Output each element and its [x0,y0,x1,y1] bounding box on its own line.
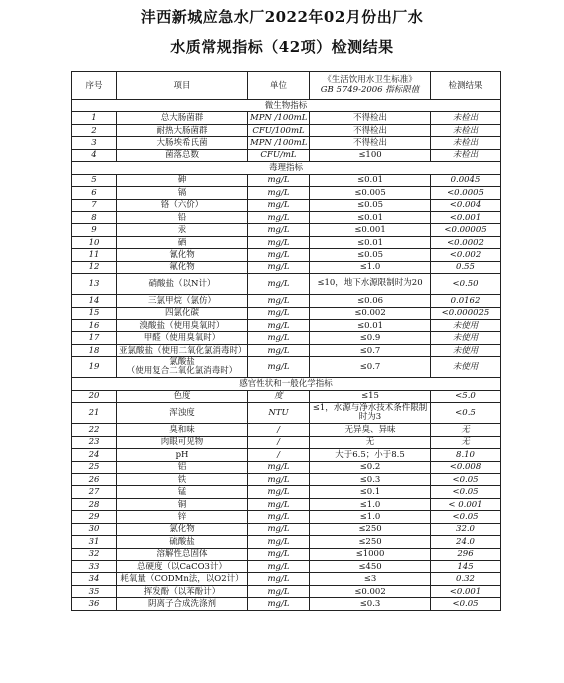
row-item: 铁 [117,473,248,485]
row-unit: mg/L [248,511,310,523]
section-row-s2 [72,162,501,174]
row-number: 21 [72,403,117,424]
header-item: 项目 [117,72,248,100]
table-row [72,523,501,535]
table-row [72,199,501,211]
row-limit: ≤3 [310,573,431,585]
section-title: 感官性状和一般化学指标 [72,378,501,390]
water-quality-table [71,71,501,611]
row-item: 砷 [117,174,248,186]
row-limit: ≤0.01 [310,211,431,223]
table-row [72,424,501,436]
table-row [72,211,501,223]
row-item: 耐热大肠菌群 [117,124,248,136]
row-unit: mg/L [248,261,310,273]
table-row [72,585,501,597]
row-result: <0.0002 [431,236,501,248]
table-row [72,295,501,307]
row-result: 0.0162 [431,295,501,307]
row-result: <0.05 [431,598,501,610]
row-number: 28 [72,498,117,510]
table-row [72,112,501,124]
row-unit: mg/L [248,249,310,261]
row-result: <0.002 [431,249,501,261]
row-number: 2 [72,124,117,136]
row-number: 16 [72,320,117,332]
header-limit-line2: GB 5749-2006 指标限值 [320,84,420,95]
table-row [72,224,501,236]
row-item: 溶解性总固体 [117,548,248,560]
row-limit: ≤0.005 [310,187,431,199]
table-row [72,344,501,356]
row-result: 0.32 [431,573,501,585]
row-number: 33 [72,561,117,573]
report-title-line2: 水质常规指标（42项）检测结果 [170,38,394,56]
table-row [72,307,501,319]
row-number: 34 [72,573,117,585]
row-limit: 不得检出 [310,112,431,124]
row-item: 菌落总数 [117,149,248,161]
table-row [72,124,501,136]
row-number: 17 [72,332,117,344]
table-row [72,320,501,332]
row-number: 6 [72,187,117,199]
row-item: 硝酸盐（以N计） [117,274,248,295]
row-result: <0.004 [431,199,501,211]
header-limit-line1: 《生活饮用水卫生标准》 [323,75,417,85]
row-number: 19 [72,357,117,378]
row-result: 未使用 [431,344,501,356]
row-item: 铝 [117,461,248,473]
row-unit: mg/L [248,573,310,585]
row-number: 18 [72,344,117,356]
section-title: 毒理指标 [72,162,501,174]
row-item: 大肠埃希氏菌 [117,137,248,149]
section-title: 微生物指标 [72,100,501,112]
row-limit: ≤0.01 [310,174,431,186]
row-unit: mg/L [248,199,310,211]
report-title-line1: 沣西新城应急水厂2022年02月份出厂水 [140,8,424,26]
row-limit: ≤0.7 [310,357,431,378]
row-unit: mg/L [248,307,310,319]
table-row [72,149,501,161]
table-row [72,598,501,610]
row-result: <0.05 [431,473,501,485]
row-limit: ≤0.01 [310,236,431,248]
table-row [72,357,501,378]
row-item: 总大肠菌群 [117,112,248,124]
table-row [72,511,501,523]
row-result: 未检出 [431,124,501,136]
row-unit: mg/L [248,344,310,356]
row-unit: mg/L [248,224,310,236]
row-unit: mg/L [248,598,310,610]
row-unit: mg/L [248,548,310,560]
row-result: <0.05 [431,486,501,498]
row-item: 硒 [117,236,248,248]
row-limit: ≤1000 [310,548,431,560]
table-row [72,403,501,424]
table-row [72,436,501,448]
row-result: <0.00005 [431,224,501,236]
row-unit: mg/L [248,295,310,307]
table-row [72,261,501,273]
row-limit: 不得检出 [310,137,431,149]
row-limit: ≤250 [310,523,431,535]
row-number: 36 [72,598,117,610]
row-result: <5.0 [431,390,501,402]
table-row [72,486,501,498]
row-limit: ≤0.002 [310,585,431,597]
row-limit: ≤100 [310,149,431,161]
header-unit: 单位 [248,72,310,100]
row-limit: ≤0.01 [310,320,431,332]
row-result: 296 [431,548,501,560]
row-unit: mg/L [248,561,310,573]
row-unit: mg/L [248,357,310,378]
row-result: <0.5 [431,403,501,424]
row-item: 汞 [117,224,248,236]
row-unit: MPN /100mL [248,137,310,149]
row-number: 8 [72,211,117,223]
row-unit: mg/L [248,320,310,332]
row-result: 145 [431,561,501,573]
row-limit: ≤0.2 [310,461,431,473]
row-result: 0.0045 [431,174,501,186]
row-item: 总硬度（以CaCO3计） [117,561,248,573]
row-result: <0.001 [431,585,501,597]
table-row [72,236,501,248]
table-row [72,536,501,548]
row-unit: / [248,449,310,461]
row-unit: mg/L [248,523,310,535]
row-number: 32 [72,548,117,560]
row-number: 10 [72,236,117,248]
row-limit: ≤0.05 [310,199,431,211]
row-number: 25 [72,461,117,473]
row-item: 甲醛（使用臭氧时） [117,332,248,344]
row-item: 铜 [117,498,248,510]
header-result: 检测结果 [431,72,501,100]
row-unit: mg/L [248,461,310,473]
row-number: 30 [72,523,117,535]
row-number: 20 [72,390,117,402]
row-item: 镉 [117,187,248,199]
table-row [72,461,501,473]
row-number: 4 [72,149,117,161]
row-item: pH [117,449,248,461]
table-row [72,449,501,461]
section-row-s1 [72,100,501,112]
row-number: 3 [72,137,117,149]
section-row-s3 [72,378,501,390]
row-result: 无 [431,436,501,448]
row-number: 35 [72,585,117,597]
row-item-line1: 氯酸盐 [169,356,195,367]
row-limit: ≤15 [310,390,431,402]
row-item: 耗氧量（CODMn法，以O2计） [117,573,248,585]
row-result: <0.50 [431,274,501,295]
row-number: 14 [72,295,117,307]
row-item: 氟化物 [117,261,248,273]
row-limit: 无异臭、异味 [310,424,431,436]
row-limit: ≤0.05 [310,249,431,261]
row-number: 5 [72,174,117,186]
row-result: 8.10 [431,449,501,461]
row-unit: MPN /100mL [248,112,310,124]
row-unit: mg/L [248,536,310,548]
table-row [72,573,501,585]
row-unit: mg/L [248,174,310,186]
row-result: 未检出 [431,112,501,124]
row-item: 锰 [117,486,248,498]
row-item: 三氯甲烷（氯仿） [117,295,248,307]
row-result: 32.0 [431,523,501,535]
row-unit: mg/L [248,486,310,498]
row-item-line2: （使用复合二氧化氯消毒时） [126,366,238,377]
row-number: 22 [72,424,117,436]
row-limit: ≤0.9 [310,332,431,344]
row-limit: ≤0.06 [310,295,431,307]
row-item: 阴离子合成洗涤剂 [117,598,248,610]
row-unit: mg/L [248,498,310,510]
row-item: 色度 [117,390,248,402]
table-row [72,561,501,573]
row-unit: mg/L [248,211,310,223]
row-unit: mg/L [248,332,310,344]
row-item: 肉眼可见物 [117,436,248,448]
row-number: 13 [72,274,117,295]
row-limit: ≤0.3 [310,598,431,610]
row-unit: mg/L [248,236,310,248]
row-unit: / [248,436,310,448]
header-limit [310,72,431,100]
row-item: 硫酸盐 [117,536,248,548]
header-no: 序号 [72,72,117,100]
row-number: 11 [72,249,117,261]
row-item: 亚氯酸盐（使用二氧化氯消毒时） [117,344,248,356]
row-limit: ≤1.0 [310,261,431,273]
row-limit: ≤0.1 [310,486,431,498]
row-item: 溴酸盐（使用臭氧时） [117,320,248,332]
table-row [72,137,501,149]
row-result: <0.05 [431,511,501,523]
row-result: 未检出 [431,137,501,149]
row-number: 29 [72,511,117,523]
row-result: <0.000025 [431,307,501,319]
row-unit: mg/L [248,274,310,295]
table-row [72,174,501,186]
row-result: 未使用 [431,332,501,344]
row-limit: ≤1.0 [310,498,431,510]
row-number: 27 [72,486,117,498]
table-row [72,274,501,295]
row-number: 31 [72,536,117,548]
row-limit: ≤0.3 [310,473,431,485]
row-item [117,357,248,378]
row-limit: ≤10，地下水源限制时为20 [310,274,431,295]
row-number: 15 [72,307,117,319]
row-limit: 不得检出 [310,124,431,136]
table-row [72,548,501,560]
table-row [72,332,501,344]
row-unit: mg/L [248,187,310,199]
row-limit: ≤0.001 [310,224,431,236]
row-limit: ≤0.002 [310,307,431,319]
row-limit: ≤1，水源与净水技术条件限制时为3 [310,403,431,424]
row-limit: ≤1.0 [310,511,431,523]
row-number: 26 [72,473,117,485]
table-row [72,390,501,402]
row-unit: mg/L [248,585,310,597]
row-result: 无 [431,424,501,436]
row-result: 24.0 [431,536,501,548]
row-item: 臭和味 [117,424,248,436]
row-limit: 大于6.5；小于8.5 [310,449,431,461]
table-row [72,187,501,199]
row-item: 铬（六价） [117,199,248,211]
row-number: 12 [72,261,117,273]
row-result: 0.55 [431,261,501,273]
row-item: 锌 [117,511,248,523]
row-unit: CFU/100mL [248,124,310,136]
table-row [72,249,501,261]
row-number: 1 [72,112,117,124]
row-number: 23 [72,436,117,448]
row-item: 氰化物 [117,249,248,261]
row-unit: CFU/mL [248,149,310,161]
row-unit: / [248,424,310,436]
table-row [72,473,501,485]
row-result: < 0.001 [431,498,501,510]
row-result: 未使用 [431,320,501,332]
row-result: 未使用 [431,357,501,378]
row-limit: ≤250 [310,536,431,548]
row-item: 浑浊度 [117,403,248,424]
row-number: 9 [72,224,117,236]
row-number: 7 [72,199,117,211]
row-limit: ≤450 [310,561,431,573]
row-item: 氯化物 [117,523,248,535]
row-unit: 度 [248,390,310,402]
row-result: <0.001 [431,211,501,223]
row-unit: NTU [248,403,310,424]
row-item: 挥发酚（以苯酚计） [117,585,248,597]
row-number: 24 [72,449,117,461]
table-row [72,498,501,510]
row-item: 铅 [117,211,248,223]
row-result: <0.008 [431,461,501,473]
row-item: 四氯化碳 [117,307,248,319]
row-limit: 无 [310,436,431,448]
row-limit: ≤0.7 [310,344,431,356]
row-result: 未检出 [431,149,501,161]
row-unit: mg/L [248,473,310,485]
row-result: <0.0005 [431,187,501,199]
table-header-row [72,72,501,100]
